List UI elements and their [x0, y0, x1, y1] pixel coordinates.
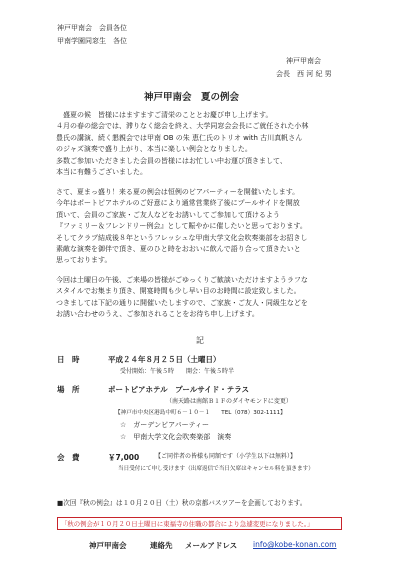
- greeting-paragraph: [56, 110, 356, 178]
- contact-label: 連絡先: [150, 541, 173, 550]
- text-line: 豊氏の講演、続く懇親会では甲南 OB の朱 恵仁氏のトリオ with 古川真帆さん: [56, 133, 303, 142]
- text-line: 思っております。: [56, 256, 112, 265]
- text-line: 盛夏の候 皆様にはますますご清栄のこととお慶び申し上げます。: [63, 111, 273, 119]
- date-label: 日 時: [57, 355, 80, 364]
- text-line: 頂いて、会員のご家族・ご友人などをお誘いしてご参加して頂けるよう: [56, 210, 280, 219]
- reception-time: 受付開始：午後５時 開会：午後５時半: [120, 368, 235, 375]
- document-title: 神戸甲南会 夏の例会: [144, 92, 240, 103]
- text-line: 今年はポートピアホテルのご好意により通常営業終了後にプールサイドを開放: [56, 199, 300, 208]
- fee-value: ￥7,000: [108, 453, 140, 462]
- text-line: ４月の春の総会では、滞りなく総会を終え、大学同窓会会長にご就任された小林: [56, 122, 309, 131]
- sender-name: 会長 西 河 紀 男: [276, 70, 332, 78]
- venue-address: 【神戸市中央区港島中町６－１０－１ TEL（078）302-1111】: [115, 410, 286, 416]
- text-line: 本当に有難うございました。: [56, 168, 147, 177]
- recipient-members: 神戸甲南会 会員各位: [57, 24, 127, 32]
- red-notice-text: 「秋の例会が１０月２０日土曜日に東福寺の住職の都合により急遽変更になりました。」: [61, 520, 314, 528]
- text-line: 今回は土曜日の午後、ご来場の皆様がごゆっくりご歓談いただけますようラフな: [56, 276, 308, 284]
- text-line: 『ファミリー＆フレンドリー例会』として賑やかに催したいと思っております。: [56, 222, 307, 231]
- text-line: そしてクラブ結成後８年というフレッシュな甲南大学文化会吹奏楽部をお招きし: [56, 233, 308, 242]
- venue-label: 場 所: [57, 385, 80, 394]
- text-line: つきましては下記の通りに開催いたしますので、ご家族・ご友人・同級生などを: [56, 298, 308, 307]
- email-label: メールアドレス: [185, 541, 238, 550]
- program-item: ☆ ガーデンビアパーティー: [120, 421, 210, 429]
- email-link[interactable]: info@kobe-konan.com: [253, 540, 337, 549]
- venue-value: ポートピアホテル プールサイド・テラス: [108, 385, 249, 394]
- fee-subnote: 当日受付にて申し受けます（出席返信で当日欠席はキャンセル料を頂きます）: [118, 466, 314, 472]
- text-line: さて、夏まっ盛り！来る夏の例会は恒例のビアパーティーを開催いたします。: [56, 188, 300, 196]
- fee-note: 【ご同伴者の皆様も同額です（小学生以下は無料）】: [155, 453, 297, 460]
- ki-heading: 記: [196, 336, 204, 345]
- schedule-paragraph: [56, 275, 356, 321]
- sender-org: 神戸甲南会: [286, 57, 321, 65]
- text-line: のジャズ演奏で盛り上がり、本当に楽しい例会となりました。: [56, 145, 252, 154]
- venue-note: （南天路は南館Ｂ１Ｆのダイヤモンドに変更）: [166, 398, 292, 405]
- fee-label: 会 費: [57, 453, 80, 462]
- text-line: お誘い合わせのうえ、ご参加されることをお待ち申し上げます。: [56, 310, 259, 319]
- red-notice-box: [57, 517, 342, 530]
- recipient-alumni: 甲南学園同窓生 各位: [57, 37, 127, 45]
- contact-org: 神戸甲南会: [89, 541, 127, 550]
- text-line: 多数ご参加いただきました会員の皆様にはお忙しい中お運び頂きまして、: [56, 156, 287, 165]
- next-event-notice: ■次回『秋の例会』は１０月２０日（土）秋の京都バスツアーを企画しております。: [57, 499, 307, 507]
- text-line: スタイルでお集まり頂き、開宴時間も少し早い目のお時間に設定致しました。: [56, 287, 301, 296]
- date-value: 平成２４年８月２５日（土曜日）: [108, 355, 221, 364]
- text-line: 素敵な演奏を御伴で頂き、夏のひと時をおおいに飲んで語り合って頂きたいと: [56, 245, 301, 254]
- event-paragraph: [56, 187, 356, 267]
- program-item: ☆ 甲南大学文化会吹奏楽部 演奏: [120, 433, 232, 441]
